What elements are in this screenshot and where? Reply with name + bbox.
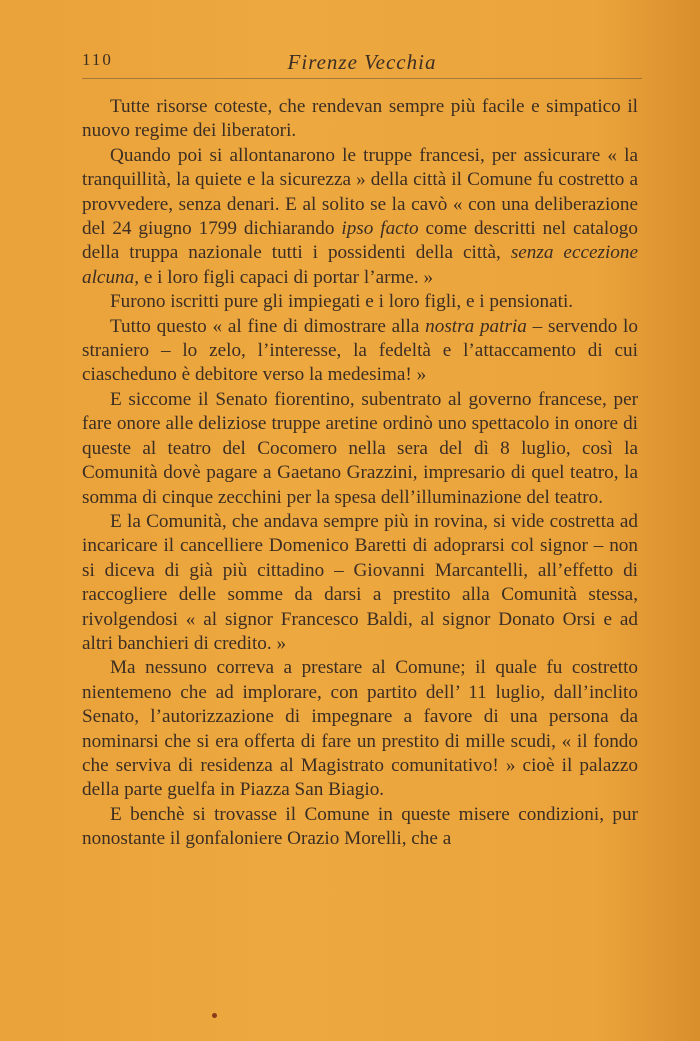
- paragraph: [82, 95, 638, 144]
- text-run: Quando poi si allontanarono le truppe francesi, per assicurare « la tranquillità, la quiete e la sicurezza » della città il Comune fu costretto a provvedere, senza denari. E al solito se la cavò « con una deliberazione del 24 giugno 1799 dichiarando: [82, 144, 638, 240]
- text-run: – servendo lo straniero – lo zelo, l’interesse, la fedeltà e l’attaccamento di cui ciascheduno è debitore verso la medesima! »: [82, 315, 638, 386]
- text-run: E benchè si trovasse il Comune in queste misere condizioni, pur nonostante il gonfaloniere Orazio Morelli, che a: [82, 803, 638, 850]
- paragraph: [82, 388, 638, 510]
- italic-text: nostra patria: [425, 315, 527, 337]
- body-text: [82, 95, 638, 852]
- running-title: Firenze Vecchia: [287, 50, 437, 74]
- ink-dot: [212, 1013, 217, 1018]
- text-run: E siccome il Senato fiorentino, subentrato al governo francese, per fare onore alle deliziose truppe aretine ordinò uno spettacolo in onore di queste al teatro del Cocomero nella sera del dì 8 luglio, così la Comunità dovè pagare a Gaetano Grazzini, impresario di quel teatro, la somma di cinque zecchini per la spesa dell’illuminazione del teatro.: [82, 388, 638, 508]
- italic-text: senza eccezione alcuna,: [82, 242, 638, 288]
- header-rule: [82, 78, 642, 79]
- text-run: e i loro figli capaci di portar l’arme. »: [139, 266, 434, 288]
- text-run: come descritti nel catalogo della truppa nazionale tutti i possidenti della città,: [82, 218, 638, 264]
- text-run: Tutte risorse coteste, che rendevan sempre più facile e simpatico il nuovo regime dei liberatori.: [82, 96, 638, 142]
- page-number: 110: [82, 50, 113, 69]
- paragraph: [82, 803, 638, 852]
- paragraph: [82, 656, 638, 802]
- paragraph: [82, 144, 638, 290]
- text-run: Tutto questo « al fine di dimostrare alla: [110, 315, 426, 337]
- page-header: [82, 50, 642, 74]
- paragraph: [82, 315, 638, 388]
- text-run: E la Comunità, che andava sempre più in rovina, si vide costretta ad incaricare il cancelliere Domenico Baretti di adoprarsi col signor – non si diceva di già più cittadino – Giovanni Marcantelli, all’effetto di raccogliere delle somme da darsi a prestito alla Comunità stessa, rivolgendosi « al signor Francesco Baldi, al signor Donato Orsi e ad altri banchieri di credito. »: [82, 510, 638, 654]
- paragraph: [82, 510, 638, 656]
- italic-text: ipso facto: [341, 218, 419, 240]
- text-run: Furono iscritti pure gli impiegati e i loro figli, e i pensionati.: [110, 291, 574, 313]
- paragraph: [82, 290, 638, 314]
- text-run: Ma nessuno correva a prestare al Comune; il quale fu costretto nientemeno che ad implorare, con partito dell’ 11 luglio, dall’inclito Senato, l’autorizzazione di impegnare a favore di una persona da nominarsi che si era offerta di fare un prestito di mille scudi, « il fondo che serviva di residenza al Magistrato comunitativo! » cioè il palazzo della parte guelfa in Piazza San Biagio.: [82, 657, 638, 801]
